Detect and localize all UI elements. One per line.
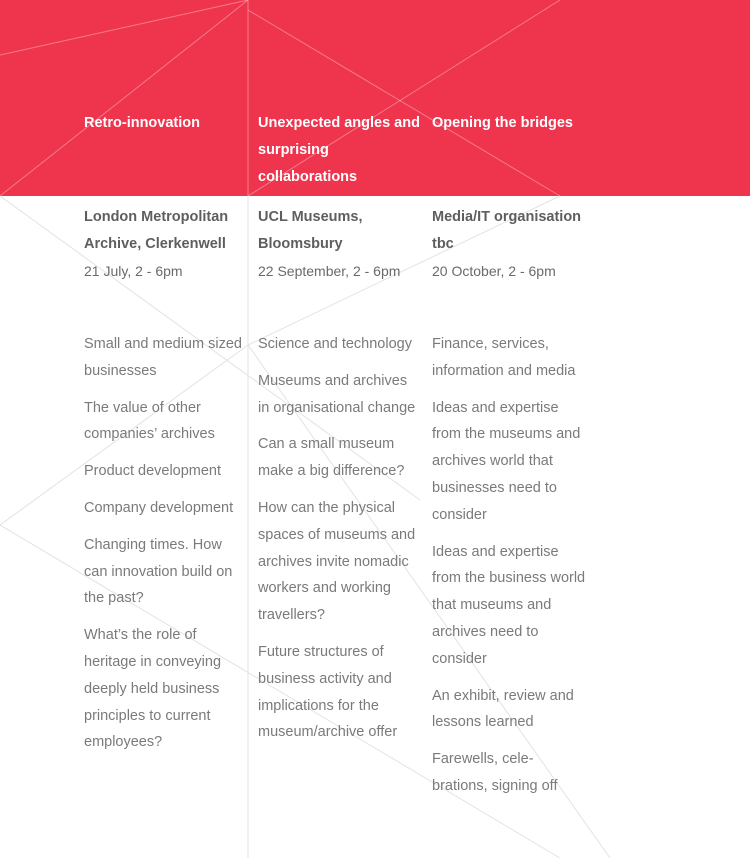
topic-list bbox=[258, 331, 420, 756]
topic-item: Changing times. How can innovation build on the past? bbox=[84, 536, 233, 607]
topic-item: Science and technology bbox=[258, 336, 412, 352]
topic-item: Museums and archives in organisational change bbox=[258, 372, 416, 416]
topic-item: An exhibit, review and lessons learned bbox=[432, 687, 574, 731]
topic-item: Can a small museum make a big difference? bbox=[258, 436, 405, 480]
topic-list bbox=[432, 331, 590, 810]
topic-item: Future structures of business activity and implications for the museum/archive offer bbox=[258, 643, 398, 741]
topic-item: Finance, services, information and media bbox=[432, 336, 576, 379]
venue-block bbox=[258, 204, 426, 285]
topic-item: Ideas and expertise from the museums and archives world that businesses need to consider bbox=[432, 399, 581, 523]
venue-block bbox=[432, 204, 600, 285]
topic-item: Farewells, cele- brations, signing off bbox=[432, 751, 558, 794]
topic-item: Company development bbox=[84, 499, 234, 516]
topic-item: The value of other companies’ archives bbox=[84, 399, 215, 443]
venue-name: Media/IT organisation tbc bbox=[432, 209, 582, 252]
event-date: 20 October, 2 - 6pm bbox=[432, 263, 556, 279]
event-date: 22 September, 2 - 6pm bbox=[258, 263, 401, 279]
event-date: 21 July, 2 - 6pm bbox=[84, 263, 183, 279]
column-title: Opening the bridges bbox=[432, 115, 573, 131]
venue-name: London Metropolitan Archive, Clerkenwell bbox=[84, 209, 229, 252]
topic-list bbox=[84, 331, 244, 766]
column-title: Retro-innovation bbox=[84, 115, 200, 131]
column-title: Unexpected angles and surprising collaborations bbox=[258, 115, 420, 185]
venue-block bbox=[84, 204, 252, 285]
topic-item: Small and medium sized businesses bbox=[84, 336, 242, 379]
topic-item: Ideas and expertise from the business world that museums and archives need to consider bbox=[432, 543, 586, 667]
venue-name: UCL Museums, Bloomsbury bbox=[258, 209, 363, 252]
topic-item: Product development bbox=[84, 463, 222, 480]
topic-item: What’s the role of heritage in conveying deeply held business principles to current employees? bbox=[84, 627, 222, 751]
topic-item: How can the physical spaces of museums and archives invite nomadic workers and working travellers? bbox=[258, 499, 416, 624]
